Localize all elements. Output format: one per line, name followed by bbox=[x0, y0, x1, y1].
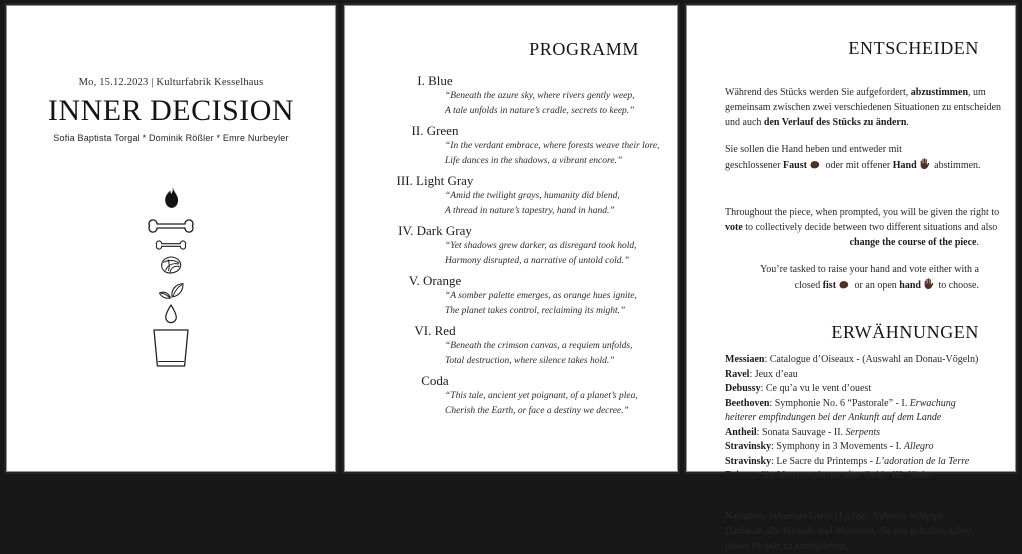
fist-icon bbox=[809, 159, 821, 175]
program-item-orange bbox=[371, 272, 639, 319]
cover-page bbox=[6, 5, 336, 472]
movement-heading: V. Orange bbox=[408, 273, 462, 288]
flame-icon bbox=[160, 187, 183, 213]
movement-verse: “In the verdant embrace, where forests weave their lore, Life dances in the shadows, a vibrant encore.” bbox=[445, 141, 660, 166]
decide-title: ENTSCHEIDEN bbox=[848, 38, 979, 58]
cabbage-icon bbox=[158, 255, 185, 276]
page-title: INNER DECISION bbox=[47, 94, 295, 127]
instructions-page bbox=[686, 5, 1016, 552]
mentions-title: ERWÄHNUNGEN bbox=[831, 322, 979, 342]
thanks-line: Danke an alle Freunde und Mentoren, die uns geholfen haben, dieses Projekt zu ermöglichen. bbox=[725, 525, 975, 552]
movement-heading: II. Green bbox=[411, 123, 459, 138]
movement-heading: IV. Dark Gray bbox=[398, 223, 472, 238]
program-item-green bbox=[371, 122, 660, 169]
program-item-light-gray bbox=[371, 172, 639, 219]
program-item-coda bbox=[371, 372, 639, 419]
mention-stravinsky-sacre: Stravinsky: Le Sacre du Printemps - L’adoration de la Terre bbox=[725, 455, 970, 467]
mention-stravinsky-symphony: Stravinsky: Symphony in 3 Movements - I. Allegro bbox=[725, 441, 934, 452]
mention-beethoven: Beethoven: Symphonie No. 6 “Pastorale” - I. Erwachung heiterer empfindungen bei der Ankunft auf dem Lande bbox=[725, 397, 956, 423]
program-item-blue bbox=[371, 72, 639, 119]
cover-icon-column bbox=[7, 187, 335, 367]
credits-footer bbox=[725, 509, 979, 554]
movement-heading: Coda bbox=[421, 373, 449, 388]
fist-icon bbox=[838, 279, 850, 295]
bone-icon bbox=[144, 217, 198, 235]
droplet-icon bbox=[163, 304, 179, 325]
hand-instructions-english: You’re tasked to raise your hand and vote either with a closed fist or an open hand to choose. bbox=[725, 262, 979, 295]
cup-icon bbox=[151, 329, 191, 367]
movement-heading: VI. Red bbox=[414, 323, 456, 338]
mention-antheil: Antheil: Sonata Sauvage - II. Serpents bbox=[725, 426, 880, 438]
movement-verse: “A somber palette emerges, as orange hues ignite, The planet takes control, reclaiming its might.” bbox=[445, 291, 637, 316]
mention-messiaen: Messiaen: Catalogue d’Oiseaux - (Auswahl an Donau-Vögeln) bbox=[725, 354, 979, 365]
artist-names: Sofia Baptista Torgal * Dominik Rößler * Emre Nurbeyler bbox=[53, 133, 289, 143]
program-list bbox=[371, 72, 660, 419]
program-page bbox=[344, 5, 678, 472]
date-venue: Mo, 15.12.2023 | Kulturfabrik Kesselhaus bbox=[78, 77, 264, 88]
raised-hand-icon bbox=[923, 277, 934, 295]
program-title: PROGRAMM bbox=[529, 39, 639, 59]
leaves-icon bbox=[156, 280, 186, 300]
small-bone-icon bbox=[153, 239, 189, 251]
mention-britten: Britten: Six Metamorphoses after Ovid - III. Niobe bbox=[725, 470, 932, 481]
mentions-list bbox=[725, 353, 979, 484]
movement-verse: “Beneath the crimson canvas, a requiem unfolds, Total destruction, where silence takes hold.” bbox=[445, 341, 633, 366]
movement-verse: “This tale, ancient yet poignant, of a planet’s plea, Cherish the Earth, or face a destiny we decree.” bbox=[445, 391, 638, 416]
raised-hand-icon bbox=[919, 157, 930, 175]
credits-line: Narration: Sebastian Gwilt | Lichter: Valentin Schimpf bbox=[725, 510, 943, 522]
mention-debussy: Debussy: Ce qu’a vu le vent d’ouest bbox=[725, 383, 872, 394]
mention-ravel: Ravel: Jeux d’eau bbox=[725, 368, 798, 380]
movement-heading: I. Blue bbox=[417, 73, 453, 88]
movement-verse: “Beneath the azure sky, where rivers gently weep, A tale unfolds in nature’s cradle, secrets to keep.” bbox=[445, 91, 635, 116]
voting-paragraph-german: Während des Stücks werden Sie aufgefordert, abzustimmen, um gemeinsam zwischen zwei verschiedenen Situationen zu entscheiden und auch den Verlauf des Stücks zu ändern. bbox=[725, 87, 1002, 128]
hand-instructions-german: Sie sollen die Hand heben und entweder mit geschlossener Faust oder mit offener Hand abstimmen. bbox=[725, 142, 979, 175]
movement-verse: “Yet shadows grew darker, as disregard took hold, Harmony disrupted, a narrative of untold cold.” bbox=[445, 241, 637, 266]
movement-verse: “Amid the twilight grays, humanity did blend, A thread in nature’s tapestry, hand in hand.” bbox=[445, 191, 620, 216]
voting-paragraph-english: Throughout the piece, when prompted, you will be given the right to vote to collectively decide between two different situations and also change the course of the piece. bbox=[725, 207, 1000, 248]
program-item-dark-gray bbox=[371, 222, 639, 269]
program-item-red bbox=[371, 322, 639, 369]
movement-heading: III. Light Gray bbox=[396, 173, 474, 188]
